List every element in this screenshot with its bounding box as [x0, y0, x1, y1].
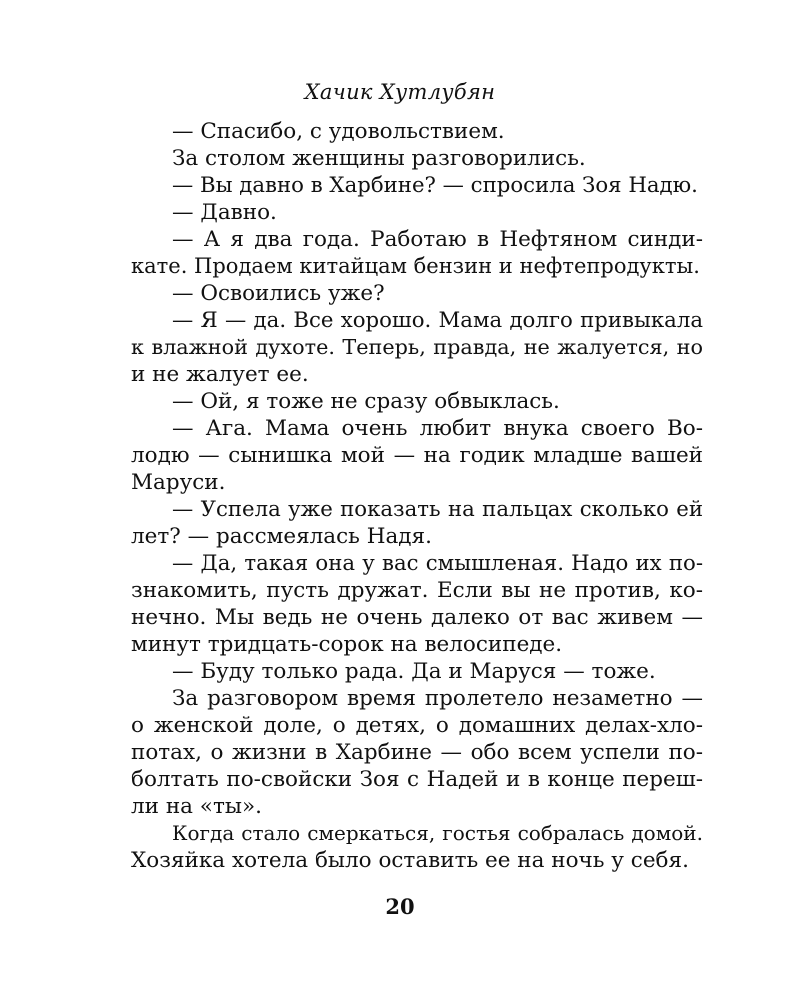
text-line: минут тридцать-сорок на велосипеде. — [131, 632, 563, 657]
text-line: и не жалует ее. — [131, 362, 309, 387]
text-line: ли на «ты». — [131, 794, 262, 819]
text-line: болтать по-свойски Зоя с Надей и в конце переш- — [131, 767, 703, 792]
text-line: — Вы давно в Харбине? — спросила Зоя Надю. — [172, 173, 698, 198]
running-header: Хачик Хутлубян — [304, 80, 496, 104]
page-number: 20 — [385, 894, 415, 919]
text-line: — Успела уже показать на пальцах сколько ей — [172, 497, 703, 522]
text-line: знакомить, пусть дружат. Если вы не против, ко- — [131, 578, 703, 603]
text-line: — Ой, я тоже не сразу обвыклась. — [172, 389, 560, 414]
text-line: — Спасибо, с удовольствием. — [172, 119, 505, 144]
text-line: — Освоились уже? — [172, 281, 385, 306]
text-line: к влажной духоте. Теперь, правда, не жалуется, но — [131, 335, 703, 359]
page-body-text — [131, 118, 703, 874]
text-line: — Я — да. Все хорошо. Мама долго привыкала — [172, 308, 703, 333]
text-line: — Давно. — [172, 200, 277, 225]
text-line: — А я два года. Работаю в Нефтяном синди- — [172, 227, 703, 252]
text-line: лет? — рассмеялась Надя. — [131, 524, 432, 549]
text-line: кате. Продаем китайцам бензин и нефтепродукты. — [131, 254, 700, 278]
text-line: Маруси. — [131, 470, 226, 495]
text-line: За разговором время пролетело незаметно — — [172, 686, 703, 711]
text-line: потах, о жизни в Харбине — обо всем успели по- — [131, 740, 703, 765]
text-line: — Ага. Мама очень любит внука своего Во- — [172, 416, 703, 441]
text-line: — Да, такая она у вас смышленая. Надо их по- — [172, 551, 703, 576]
text-line: За столом женщины разговорились. — [172, 146, 586, 171]
text-line: Когда стало смеркаться, гостья собралась домой. — [172, 821, 703, 845]
text-line: Хозяйка хотела было оставить ее на ночь у себя. — [131, 848, 689, 873]
text-line: — Буду только рада. Да и Маруся — тоже. — [172, 659, 656, 684]
text-line: о женской доле, о детях, о домашних делах-хло- — [131, 713, 703, 738]
text-line: нечно. Мы ведь не очень далеко от вас живем — — [131, 605, 703, 630]
text-line: лодю — сынишка мой — на годик младше вашей — [131, 443, 703, 468]
